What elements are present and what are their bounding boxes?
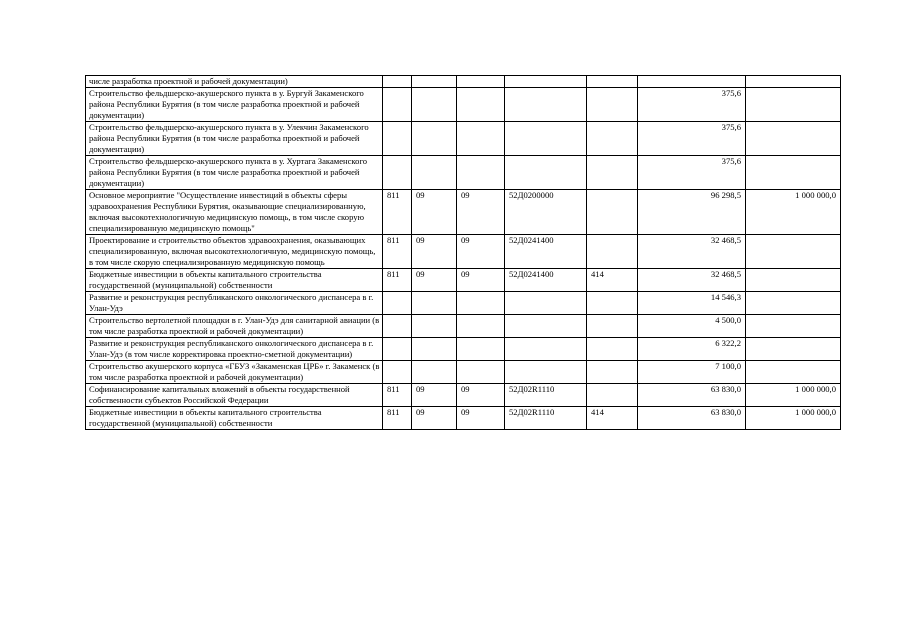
expense-type-cell [587, 315, 638, 338]
ministry-code-cell [383, 156, 412, 190]
amount-cell [638, 76, 746, 88]
amount-cell-2 [746, 122, 841, 156]
table-row [86, 407, 841, 430]
expense-type-cell [587, 122, 638, 156]
target-article-cell: 52Д0200000 [505, 190, 587, 235]
target-article-cell [505, 156, 587, 190]
amount-cell: 32 468,5 [638, 235, 746, 269]
section-code-cell [412, 315, 457, 338]
section-code-cell: 09 [412, 269, 457, 292]
expense-type-cell [587, 88, 638, 122]
target-article-cell [505, 361, 587, 384]
amount-cell: 32 468,5 [638, 269, 746, 292]
ministry-code-cell [383, 315, 412, 338]
amount-cell-2 [746, 156, 841, 190]
ministry-code-cell [383, 361, 412, 384]
table-row [86, 76, 841, 88]
amount-cell-2 [746, 292, 841, 315]
table-row [86, 122, 841, 156]
ministry-code-cell: 811 [383, 384, 412, 407]
expense-type-cell [587, 384, 638, 407]
target-article-cell: 52Д0241400 [505, 269, 587, 292]
table-row [86, 384, 841, 407]
amount-cell: 96 298,5 [638, 190, 746, 235]
row-name-cell: Строительство вертолетной площадки в г. Улан-Удэ для санитарной авиации (в том числе разработка проектной и рабочей документации) [86, 315, 383, 338]
amount-cell-2 [746, 338, 841, 361]
subsection-code-cell [457, 338, 505, 361]
section-code-cell: 09 [412, 235, 457, 269]
table-row [86, 88, 841, 122]
expense-type-cell: 414 [587, 269, 638, 292]
section-code-cell [412, 292, 457, 315]
amount-cell: 6 322,2 [638, 338, 746, 361]
row-name-cell: Развитие и реконструкция республиканского онкологического диспансера в г. Улан-Удэ (в том числе корректировка проектно-сметной документации) [86, 338, 383, 361]
amount-cell-2 [746, 269, 841, 292]
amount-cell-2: 1 000 000,0 [746, 190, 841, 235]
amount-cell-2 [746, 315, 841, 338]
expense-type-cell [587, 156, 638, 190]
row-name-cell: Строительство фельдшерско-акушерского пункта в у. Улекчин Закаменского района Республики Бурятия (в том числе разработка проектной и рабочей документации) [86, 122, 383, 156]
table-row [86, 361, 841, 384]
ministry-code-cell: 811 [383, 269, 412, 292]
target-article-cell [505, 292, 587, 315]
table-row [86, 190, 841, 235]
ministry-code-cell [383, 292, 412, 315]
expense-type-cell: 414 [587, 407, 638, 430]
amount-cell: 63 830,0 [638, 384, 746, 407]
subsection-code-cell [457, 292, 505, 315]
expense-type-cell [587, 292, 638, 315]
target-article-cell [505, 88, 587, 122]
row-name-cell: Развитие и реконструкция республиканского онкологического диспансера в г. Улан-Удэ [86, 292, 383, 315]
section-code-cell [412, 88, 457, 122]
target-article-cell [505, 76, 587, 88]
expense-type-cell [587, 361, 638, 384]
row-name-cell: Строительство фельдшерско-акушерского пункта в у. Хуртага Закаменского района Республики Бурятия (в том числе разработка проектной и рабочей документации) [86, 156, 383, 190]
subsection-code-cell: 09 [457, 407, 505, 430]
amount-cell-2: 1 000 000,0 [746, 384, 841, 407]
section-code-cell [412, 122, 457, 156]
expense-type-cell [587, 235, 638, 269]
ministry-code-cell: 811 [383, 235, 412, 269]
row-name-cell: Строительство акушерского корпуса «ГБУЗ «Закаменская ЦРБ» г. Закаменск (в том числе разработка проектной и рабочей документации) [86, 361, 383, 384]
row-name-cell: числе разработка проектной и рабочей документации) [86, 76, 383, 88]
amount-cell: 14 546,3 [638, 292, 746, 315]
subsection-code-cell [457, 361, 505, 384]
amount-cell-2 [746, 361, 841, 384]
subsection-code-cell [457, 76, 505, 88]
target-article-cell [505, 315, 587, 338]
ministry-code-cell: 811 [383, 190, 412, 235]
section-code-cell: 09 [412, 190, 457, 235]
ministry-code-cell [383, 76, 412, 88]
amount-cell: 375,6 [638, 122, 746, 156]
expense-type-cell [587, 76, 638, 88]
expense-type-cell [587, 338, 638, 361]
amount-cell-2: 1 000 000,0 [746, 407, 841, 430]
amount-cell: 63 830,0 [638, 407, 746, 430]
subsection-code-cell: 09 [457, 235, 505, 269]
target-article-cell: 52Д02R1110 [505, 407, 587, 430]
row-name-cell: Проектирование и строительство объектов здравоохранения, оказывающих специализированную, включая высокотехнологичную, медицинскую помощь, в том числе скорую специализированную медицинскую помощь [86, 235, 383, 269]
table-body [86, 76, 841, 430]
ministry-code-cell [383, 338, 412, 361]
amount-cell-2 [746, 235, 841, 269]
amount-cell-2 [746, 76, 841, 88]
amount-cell: 375,6 [638, 88, 746, 122]
row-name-cell: Бюджетные инвестиции в объекты капитального строительства государственной (муниципальной) собственности [86, 407, 383, 430]
subsection-code-cell: 09 [457, 190, 505, 235]
table-row [86, 315, 841, 338]
amount-cell-2 [746, 88, 841, 122]
subsection-code-cell: 09 [457, 384, 505, 407]
subsection-code-cell: 09 [457, 269, 505, 292]
subsection-code-cell [457, 88, 505, 122]
target-article-cell: 52Д0241400 [505, 235, 587, 269]
target-article-cell [505, 338, 587, 361]
budget-table [85, 75, 841, 430]
target-article-cell: 52Д02R1110 [505, 384, 587, 407]
row-name-cell: Основное мероприятие "Осуществление инвестиций в объекты сферы здравоохранения Республики Бурятия, оказывающие специализированную, включая высокотехнологичную медицинскую помощь, в том числе скорую специализированную медицинскую помощь" [86, 190, 383, 235]
section-code-cell [412, 76, 457, 88]
ministry-code-cell: 811 [383, 407, 412, 430]
amount-cell: 7 100,0 [638, 361, 746, 384]
table-row [86, 338, 841, 361]
section-code-cell: 09 [412, 384, 457, 407]
table-row [86, 235, 841, 269]
amount-cell: 4 500,0 [638, 315, 746, 338]
table-row [86, 269, 841, 292]
target-article-cell [505, 122, 587, 156]
amount-cell: 375,6 [638, 156, 746, 190]
subsection-code-cell [457, 156, 505, 190]
subsection-code-cell [457, 315, 505, 338]
section-code-cell [412, 361, 457, 384]
section-code-cell: 09 [412, 407, 457, 430]
subsection-code-cell [457, 122, 505, 156]
section-code-cell [412, 338, 457, 361]
table-row [86, 292, 841, 315]
ministry-code-cell [383, 122, 412, 156]
expense-type-cell [587, 190, 638, 235]
row-name-cell: Строительство фельдшерско-акушерского пункта в у. Бургуй Закаменского района Республики Бурятия (в том числе разработка проектной и рабочей документации) [86, 88, 383, 122]
section-code-cell [412, 156, 457, 190]
row-name-cell: Софинансирование капитальных вложений в объекты государственной собственности субъектов Российской Федерации [86, 384, 383, 407]
row-name-cell: Бюджетные инвестиции в объекты капитального строительства государственной (муниципальной) собственности [86, 269, 383, 292]
ministry-code-cell [383, 88, 412, 122]
table-row [86, 156, 841, 190]
